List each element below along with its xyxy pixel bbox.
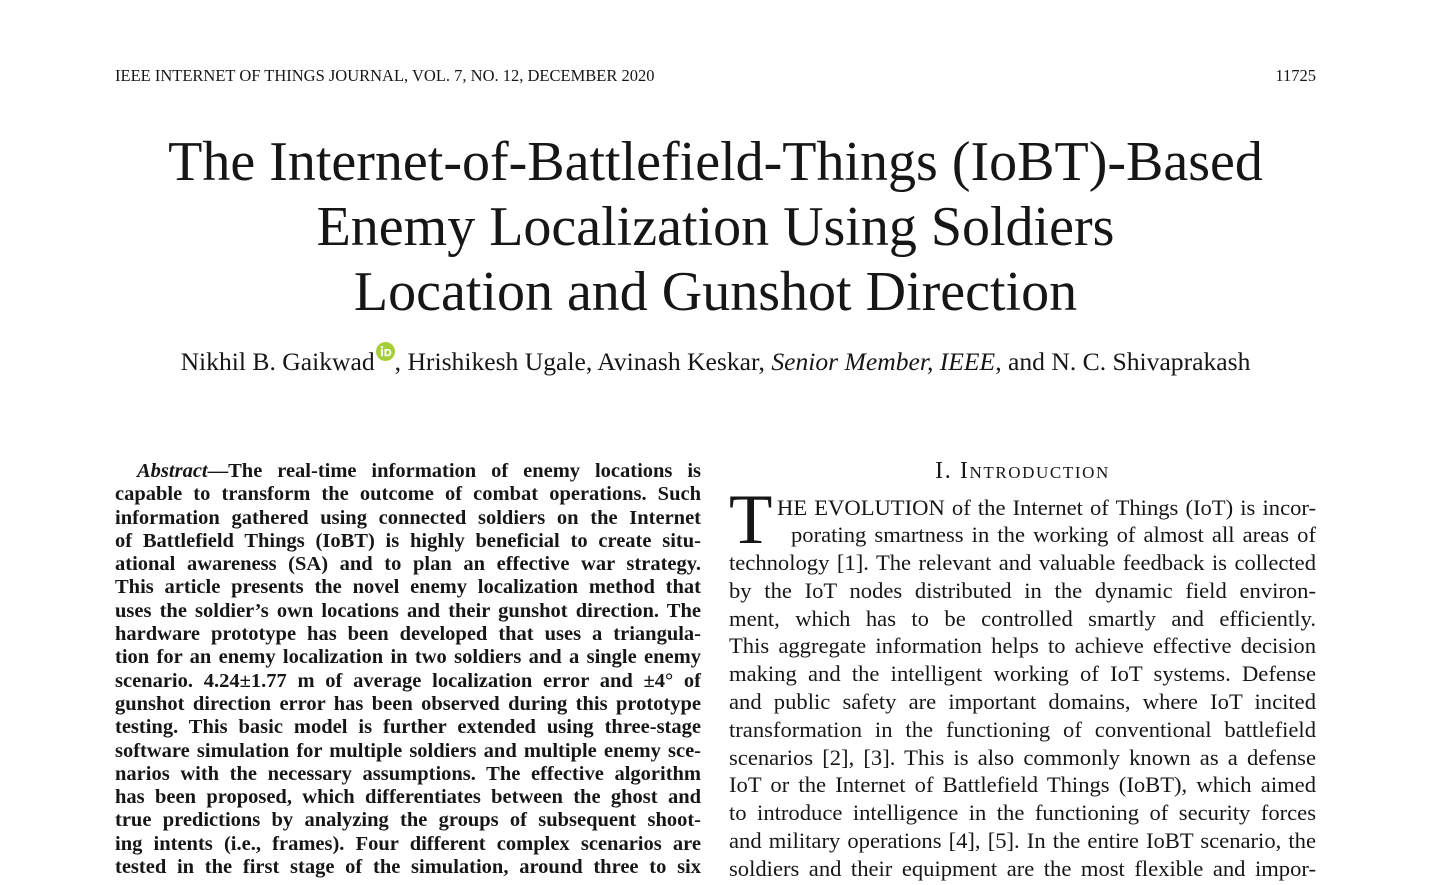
abstract-line: gunshot direction error has been observed during this prototype — [115, 692, 701, 715]
abstract-line: scenario. 4.24±1.77 m of average localization error and ±4° of — [115, 669, 701, 692]
abstract-label: Abstract — [137, 460, 208, 482]
body-line: transformation in the functioning of conventional battlefield — [729, 716, 1316, 742]
body-line: This aggregate information helps to achieve effective decision — [729, 633, 1316, 659]
orcid-icon[interactable] — [376, 342, 395, 361]
abstract-line: ing intents (i.e., frames). Four different complex scenarios are — [115, 832, 701, 855]
author-membership: Senior Member, IEEE — [771, 347, 996, 376]
body-line: to introduce intelligence in the functioning of security forces — [729, 800, 1316, 826]
body-line: making and the intelligent working of IoT systems. Defense — [729, 661, 1316, 687]
abstract-line: narios with the necessary assumptions. The effective algorithm — [115, 762, 701, 785]
abstract-line — [115, 460, 701, 483]
body-line: and military operations [4], [5]. In the entire IoBT scenario, the — [729, 828, 1316, 854]
body-line: soldiers and their equipment are the most flexible and impor- — [729, 855, 1316, 881]
body-line: technology [1]. The relevant and valuable feedback is collected — [729, 550, 1316, 576]
abstract — [115, 460, 701, 879]
abstract-line: testing. This basic model is further extended using three-stage — [115, 716, 701, 739]
abstract-line: capable to transform the outcome of combat operations. Such — [115, 483, 701, 506]
abstract-line: ational awareness (SA) and to plan an effective war strategy. — [115, 553, 701, 576]
body-line: ment, which has to be controlled smartly and efficiently. — [729, 605, 1316, 631]
abstract-line: tested in the first stage of the simulation, around three to six — [115, 856, 701, 879]
author-name: , and N. C. Shivaprakash — [995, 347, 1251, 376]
abstract-line: has been proposed, which differentiates between the ghost and — [115, 786, 701, 809]
abstract-line: information gathered using connected soldiers on the Internet — [115, 506, 701, 529]
author-names: , Hrishikesh Ugale, Avinash Keskar, — [394, 347, 772, 376]
body-line: and public safety are important domains, where IoT incited — [729, 689, 1316, 715]
abstract-line: tion for an enemy localization in two soldiers and a single enemy — [115, 646, 701, 669]
abstract-line-text: —The real-time information of enemy locations is — [207, 460, 701, 482]
page-number: 11725 — [1275, 66, 1316, 85]
running-header — [115, 66, 1316, 86]
body-line: IoT or the Internet of Battlefield Things (IoBT), which aimed — [729, 772, 1316, 798]
title-line: Enemy Localization Using Soldiers — [316, 196, 1115, 258]
body-line: by the IoT nodes distributed in the dynamic field environ- — [729, 577, 1316, 603]
abstract-line: of Battlefield Things (IoBT) is highly beneficial to create situ- — [115, 529, 701, 552]
abstract-line: hardware prototype has been developed that uses a triangula- — [115, 623, 701, 646]
abstract-line: software simulation for multiple soldiers and multiple enemy sce- — [115, 739, 701, 762]
journal-name: IEEE INTERNET OF THINGS JOURNAL, VOL. 7, NO. 12, DECEMBER 2020 — [115, 66, 655, 85]
title-line: The Internet-of-Battlefield-Things (IoBT)-Based — [168, 131, 1263, 193]
abstract-line: uses the soldier’s own locations and their gunshot direction. The — [115, 599, 701, 622]
body-line: scenarios [2], [3]. This is also commonly known as a defense — [729, 744, 1316, 770]
body-line: HE EVOLUTION of the Internet of Things (IoT) is incor- — [777, 494, 1316, 520]
drop-cap: T — [729, 481, 773, 559]
author-list — [0, 342, 1431, 377]
abstract-line: This article presents the novel enemy localization method that — [115, 576, 701, 599]
paper-title — [0, 130, 1431, 325]
introduction-body — [729, 494, 1316, 883]
title-line: Location and Gunshot Direction — [353, 261, 1078, 323]
author-name: Nikhil B. Gaikwad — [180, 347, 375, 376]
abstract-line: true predictions by analyzing the groups of subsequent shoot- — [115, 809, 701, 832]
section-heading: I. Introduction — [935, 458, 1110, 484]
body-line: porating smartness in the working of almost all areas of — [791, 522, 1316, 548]
